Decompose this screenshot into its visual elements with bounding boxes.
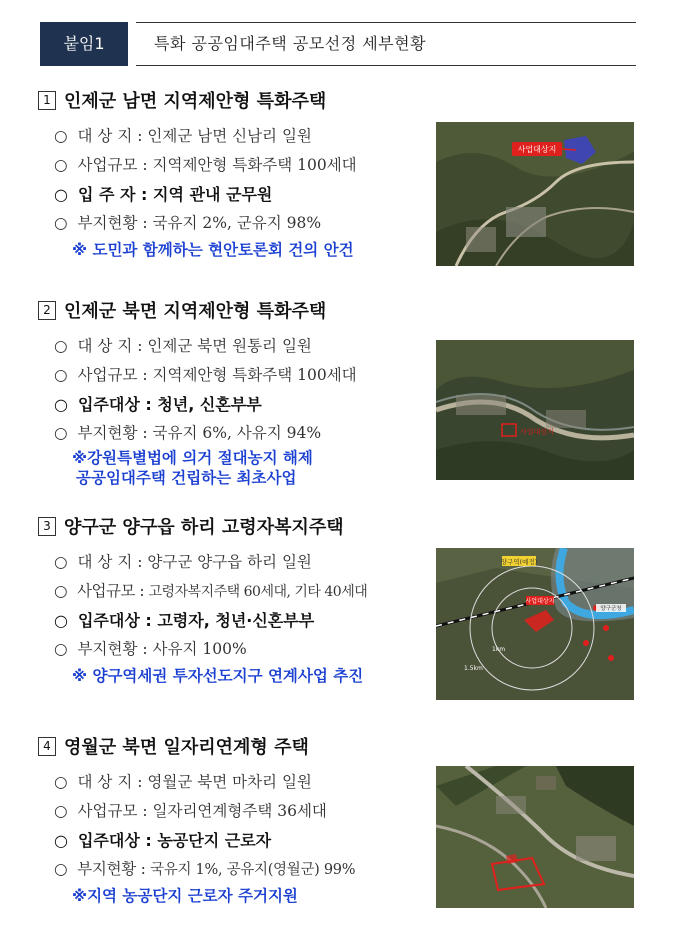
section-2 <box>38 296 638 487</box>
section-title <box>38 732 638 760</box>
site-aerial-photo <box>436 766 634 908</box>
section-title <box>38 512 638 540</box>
item-site: ○ 대 상 지 : 인제군 남면 신남리 일원 <box>54 122 357 151</box>
section-number: 4 <box>38 737 56 756</box>
map-label-site: 사업대상지 <box>525 598 555 605</box>
map-label-station: 양구역(예정) <box>500 558 538 566</box>
photo-label: 사업대상지 <box>517 145 557 154</box>
section-title-text: 영월군 북면 일자리연계형 주택 <box>64 737 309 758</box>
bullet: ○ <box>54 640 68 658</box>
item-target: ○ 입주대상 : 청년, 신혼부부 <box>54 390 357 419</box>
section-4 <box>38 732 638 905</box>
section-note: ※ 도민과 함께하는 현안토론회 건의 안건 <box>72 241 354 259</box>
section-items <box>54 768 355 907</box>
section-items <box>54 548 367 687</box>
site-aerial-photo <box>436 122 634 266</box>
bullet: ○ <box>54 773 68 791</box>
map-label-1km: 1km <box>492 646 506 653</box>
document-title: 특화 공공임대주택 공모선정 세부현황 <box>154 34 427 53</box>
photo-label: 사업대상지 <box>520 428 554 436</box>
section-title <box>38 296 638 324</box>
bullet: ○ <box>54 802 68 820</box>
item-scale: ○ 사업규모 : 지역제안형 특화주택 100세대 <box>54 361 357 390</box>
bullet: ○ <box>54 366 68 384</box>
bullet: ○ <box>54 214 68 232</box>
item-site: ○ 대 상 지 : 양구군 양구읍 하리 일원 <box>54 548 367 577</box>
item-land: ○ 부지현황 : 국유지 2%, 군유지 98% <box>54 209 357 238</box>
item-target: ○ 입주대상 : 농공단지 근로자 <box>54 826 355 855</box>
section-title <box>38 86 638 114</box>
header-rule-bottom <box>136 65 636 66</box>
item-residents: ○ 입 주 자 : 지역 관내 군무원 <box>54 180 357 209</box>
bullet: ○ <box>54 424 68 442</box>
section-number: 2 <box>38 301 56 320</box>
section-note: ※ 양구역세권 투자선도지구 연계사업 추진 <box>72 667 364 685</box>
bullet: ○ <box>54 553 68 571</box>
section-title-text: 인제군 남면 지역제안형 특화주택 <box>64 91 327 112</box>
item-land: ○ 부지현황 : 국유지 1%, 공유지(영월군) 99% <box>54 855 355 884</box>
bullet: ○ <box>54 860 68 878</box>
section-title-text: 인제군 북면 지역제안형 특화주택 <box>64 301 327 322</box>
map-label-1-5km: 1.5km <box>464 665 483 672</box>
bullet: ○ <box>54 156 68 174</box>
item-scale: ○ 사업규모 : 일자리연계형주택 36세대 <box>54 797 355 826</box>
item-target: ○ 입주대상 : 고령자, 청년·신혼부부 <box>54 606 367 635</box>
section-3 <box>38 512 638 685</box>
item-site: ○ 대 상 지 : 영월군 북면 마차리 일원 <box>54 768 355 797</box>
bullet: ○ <box>54 185 68 204</box>
section-number: 3 <box>38 517 56 536</box>
map-label-office: 양구군청 <box>600 606 622 612</box>
item-land: ○ 부지현황 : 사유지 100% <box>54 635 367 664</box>
bullet: ○ <box>54 127 68 145</box>
item-land: ○ 부지현황 : 국유지 6%, 사유지 94% <box>54 419 357 448</box>
item-scale: ○ 사업규모 : 지역제안형 특화주택 100세대 <box>54 151 357 180</box>
attachment-tag: 붙임1 <box>40 22 128 66</box>
bullet: ○ <box>54 831 68 850</box>
item-site: ○ 대 상 지 : 인제군 북면 원통리 일원 <box>54 332 357 361</box>
section-1 <box>38 86 638 259</box>
bullet: ○ <box>54 611 68 630</box>
document-header <box>40 22 636 66</box>
bullet: ○ <box>54 337 68 355</box>
bullet: ○ <box>54 582 68 600</box>
section-note: ※강원특별법에 의거 절대농지 해제 공공임대주택 건립하는 최초사업 <box>72 449 313 487</box>
bullet: ○ <box>54 395 68 414</box>
section-title-text: 양구군 양구읍 하리 고령자복지주택 <box>64 517 344 538</box>
section-items <box>54 122 357 261</box>
section-items <box>54 332 357 488</box>
site-map-photo <box>436 548 634 700</box>
item-scale: ○ 사업규모 : 고령자복지주택 60세대, 기타 40세대 <box>54 577 367 606</box>
section-number: 1 <box>38 91 56 110</box>
site-aerial-photo <box>436 340 634 484</box>
section-note: ※지역 농공단지 근로자 주거지원 <box>72 887 298 905</box>
